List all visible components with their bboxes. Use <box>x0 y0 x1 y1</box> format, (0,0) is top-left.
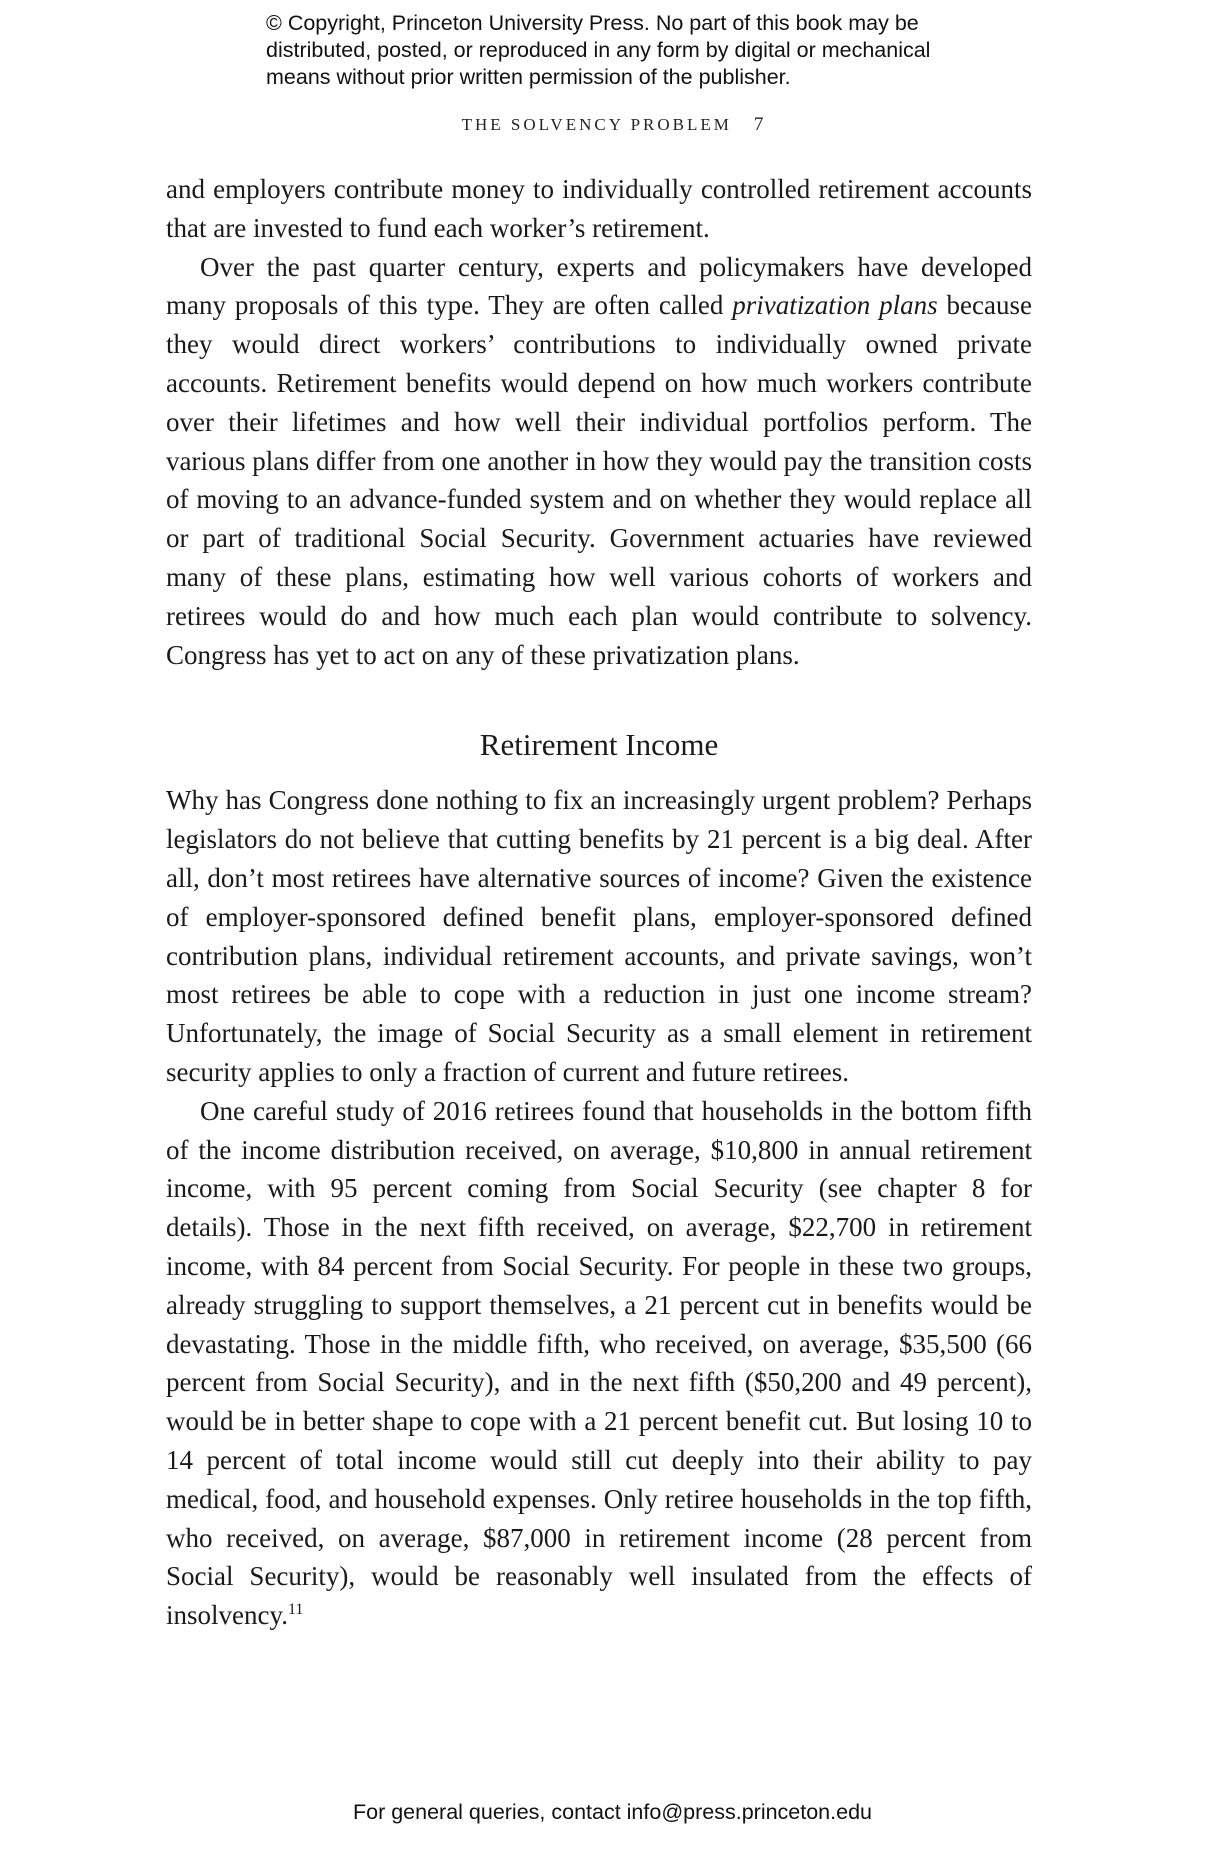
running-head-title: THE SOLVENCY PROBLEM <box>461 115 732 134</box>
paragraph-4-text: One careful study of 2016 retirees found that households in the bottom fifth of the income distribution received, on average, $10,800 in annual retirement income, with 95 percent coming from Social Security (see chapter 8 for details). Those in the next fifth received, on average, $22,700 in retirement income, with 84 percent from Social Security. For people in these two groups, already struggling to support themselves, a 21 percent cut in benefits would be devastating. Those in the middle fifth, who received, on average, $35,500 (66 percent from Social Security), and in the next fifth ($50,200 and 49 percent), would be in better shape to cope with a 21 percent benefit cut. But losing 10 to 14 percent of total income would still cut deeply into their ability to pay medical, food, and household expenses. Only retiree households in the top fifth, who received, on average, $87,000 in retirement income (28 percent from Social Security), would be reasonably well insulated from the effects of insolvency. <box>166 1095 1032 1631</box>
copyright-line-1: © Copyright, Princeton University Press. No part of this book may be <box>266 11 919 35</box>
paragraph-4 <box>166 1092 1032 1635</box>
paragraph-2-part-2: because they would direct workers’ contributions to individually owned private accounts. Retirement benefits would depend on how much workers contribute over their lifetimes and how well their individual portfolios perform. The various plans differ from one another in how they would pay the transition costs of moving to an advance-funded system and on whether they would replace all or part of traditional Social Security. Government actuaries have reviewed many of these plans, estimating how well various cohorts of workers and retirees would do and how much each plan would contribute to solvency. Congress has yet to act on any of these privatization plans. <box>166 290 1033 670</box>
footnote-reference[interactable]: 11 <box>287 1601 304 1619</box>
copyright-notice <box>266 10 986 91</box>
paragraph-2-part-1: Over the past quarter century, experts and policymakers have developed many proposals of this type. They are often called <box>166 251 1032 321</box>
copyright-line-2: distributed, posted, or reproduced in any form by digital or mechanical <box>266 38 931 62</box>
footer-contact: For general queries, contact info@press.princeton.edu <box>352 1800 872 1824</box>
copyright-line-3: means without prior written permission of the publisher. <box>266 65 791 89</box>
paragraph-1: and employers contribute money to individually controlled retirement accounts that are invested to fund each worker’s retirement. <box>166 174 1032 243</box>
main-text <box>166 170 1032 1635</box>
privatization-plans-term: privatization plans <box>732 290 938 321</box>
page-number: 7 <box>753 114 764 135</box>
running-head <box>0 114 1225 136</box>
paragraph-3: Why has Congress done nothing to fix an increasingly urgent problem? Perhaps legislators do not believe that cutting benefits by 21 percent is a big deal. After all, don’t most retirees have alternative sources of income? Given the existence of employer-sponsored defined benefit plans, employer-sponsored defined contribution plans, individual retirement accounts, and private savings, won’t most retirees be able to cope with a reduction in just one income stream? Unfortunately, the image of Social Security as a small element in retirement security applies to only a fraction of current and future retirees. <box>166 785 1032 1087</box>
paragraph-2 <box>166 248 1032 675</box>
section-heading: Retirement Income <box>479 727 719 763</box>
